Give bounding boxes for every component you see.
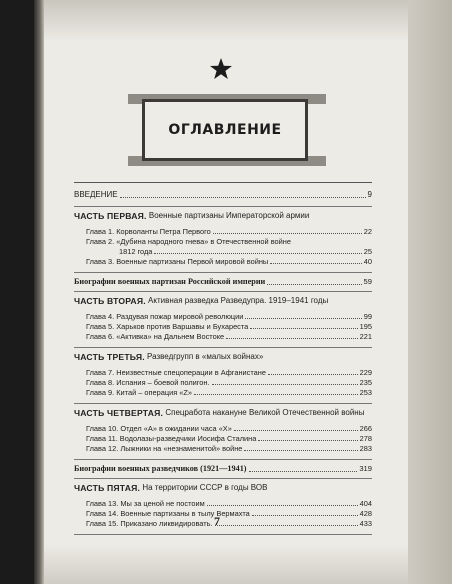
intro-entry [74, 189, 372, 201]
dot-leader [258, 440, 357, 441]
chapter-entry-page: 229 [359, 368, 372, 377]
chapter-entry-title: Глава 13. Мы за ценой не постоим [86, 499, 205, 508]
chapter-entry-page: 283 [359, 444, 372, 453]
chapter-entry-title: Глава 4. Раздувая пожар мировой революции [86, 312, 244, 321]
page-number: 7 [214, 514, 220, 528]
chapter-entry-title: Глава 15. Приказано ликвидировать. [86, 519, 213, 528]
title-banner [128, 94, 326, 166]
dot-leader [194, 394, 358, 395]
dot-leader [213, 233, 362, 234]
chapter-entry-cont-page: 25 [363, 247, 372, 256]
chapter-entry-title: Глава 3. Военные партизаны Первой мировой войны [86, 257, 269, 266]
chapter-entry-title: Глава 5. Харьков против Варшавы и Бухареста [86, 322, 249, 331]
chapter-entry-page: 195 [359, 322, 372, 331]
chapter-entry [86, 499, 372, 509]
dot-leader [234, 430, 358, 431]
chapter-entry-title: Глава 7. Неизвестные спецоперации в Афганистане [86, 368, 266, 377]
dot-leader [212, 384, 358, 385]
dot-leader [268, 374, 358, 375]
chapter-entry [86, 378, 372, 388]
chapter-entry-cont [119, 247, 372, 257]
chapter-entry [86, 388, 372, 398]
chapter-entry-page: 99 [363, 312, 372, 321]
dot-leader [252, 515, 358, 516]
dot-leader [249, 471, 358, 472]
dot-leader [244, 450, 357, 451]
chapter-entry-title: Глава 1. Корволанты Петра Первого [86, 227, 211, 236]
part-label: ЧАСТЬ ПЕРВАЯ. [74, 211, 147, 221]
part-label: ЧАСТЬ ПЯТАЯ. [74, 483, 141, 493]
bio-entry-title: Биографии военных партизан Российской империи [74, 277, 266, 286]
chapter-entry-title: Глава 11. Водолазы-разведчики Иосифа Сталина [86, 434, 257, 443]
chapter-entry [86, 434, 372, 444]
chapter-entry-title: Глава 9. Китай – операция «Z» [86, 388, 193, 397]
page-bottom-shadow [44, 544, 408, 584]
chapter-entry-page: 266 [359, 424, 372, 433]
chapter-entry-page: 428 [359, 509, 372, 518]
bio-entry-page: 59 [363, 277, 372, 286]
chapter-entry-page: 253 [359, 388, 372, 397]
chapter-entry: Глава 2. «Дубина народного гнева» в Отечественной войне [86, 237, 291, 246]
dot-leader [120, 197, 366, 198]
chapter-entry-page: 235 [359, 378, 372, 387]
part-heading [74, 351, 372, 363]
part-label: ЧАСТЬ ТРЕТЬЯ. [74, 352, 145, 362]
chapter-entry-page: 433 [359, 519, 372, 528]
part-heading [74, 407, 372, 419]
chapter-entry [86, 444, 372, 454]
dot-leader [245, 318, 361, 319]
part-heading [74, 295, 372, 307]
part-title: На территории СССР в годы ВОВ [142, 483, 268, 492]
page-top-shadow [44, 0, 408, 42]
bio-entry-page: 319 [359, 464, 372, 473]
table-of-contents [74, 183, 372, 538]
part-title: Спецработа накануне Великой Отечественной войны [165, 408, 365, 417]
chapter-entry-title: Глава 8. Испания – боевой полигон. [86, 378, 210, 387]
page-title: ОГЛАВЛЕНИЕ [168, 122, 282, 138]
chapter-entry [86, 257, 372, 267]
intro-entry-title: ВВЕДЕНИЕ [74, 190, 118, 199]
bio-entry-title: Биографии военных разведчиков (1921—1941) [74, 464, 247, 473]
page-edge [408, 0, 452, 584]
chapter-entry-title: Глава 6. «Активка» на Дальнем Востоке [86, 332, 225, 341]
part-title: Разведгрупп в «малых войнах» [147, 352, 264, 361]
dot-leader [250, 328, 357, 329]
dot-leader [226, 338, 358, 339]
part-label: ЧАСТЬ ЧЕТВЕРТАЯ. [74, 408, 164, 418]
chapter-entry-title: Глава 14. Военные партизаны в тылу Вермахта [86, 509, 250, 518]
dot-leader [267, 284, 361, 285]
chapter-entry [86, 509, 372, 519]
chapter-entry [86, 322, 372, 332]
spine-edge [34, 0, 44, 584]
dot-leader [154, 253, 361, 254]
part-label: ЧАСТЬ ВТОРАЯ. [74, 296, 146, 306]
part-title: Военные партизаны Императорской армии [148, 211, 310, 220]
chapter-entry-title: Глава 12. Лыжники на «незнаменитой» войне [86, 444, 243, 453]
chapter-entry-page: 221 [359, 332, 372, 341]
part-heading [74, 210, 372, 222]
chapter-entry-page: 40 [363, 257, 372, 266]
dot-leader [270, 263, 362, 264]
chapter-entry [86, 519, 372, 529]
title-box [142, 99, 308, 161]
dot-leader [207, 505, 358, 506]
part-title: Активная разведка Разведупра. 1919–1941 годы [148, 296, 329, 305]
chapter-entry [86, 227, 372, 237]
toc-page [44, 0, 408, 584]
star-icon [209, 58, 233, 80]
intro-entry-page: 9 [367, 190, 372, 199]
bio-entry [74, 276, 372, 288]
bio-entry [74, 463, 372, 475]
chapter-entry [86, 424, 372, 434]
chapter-entry [86, 312, 372, 322]
chapter-entry [86, 332, 372, 342]
chapter-entry [86, 368, 372, 378]
part-heading [74, 482, 372, 494]
chapter-entry-cont-title: 1812 года [119, 247, 153, 256]
chapter-entry-page: 278 [359, 434, 372, 443]
chapter-entry-title: Глава 10. Отдел «А» в ожидании часа «Х» [86, 424, 232, 433]
chapter-entry-page: 22 [363, 227, 372, 236]
chapter-entry-page: 404 [359, 499, 372, 508]
dot-leader [215, 525, 358, 526]
